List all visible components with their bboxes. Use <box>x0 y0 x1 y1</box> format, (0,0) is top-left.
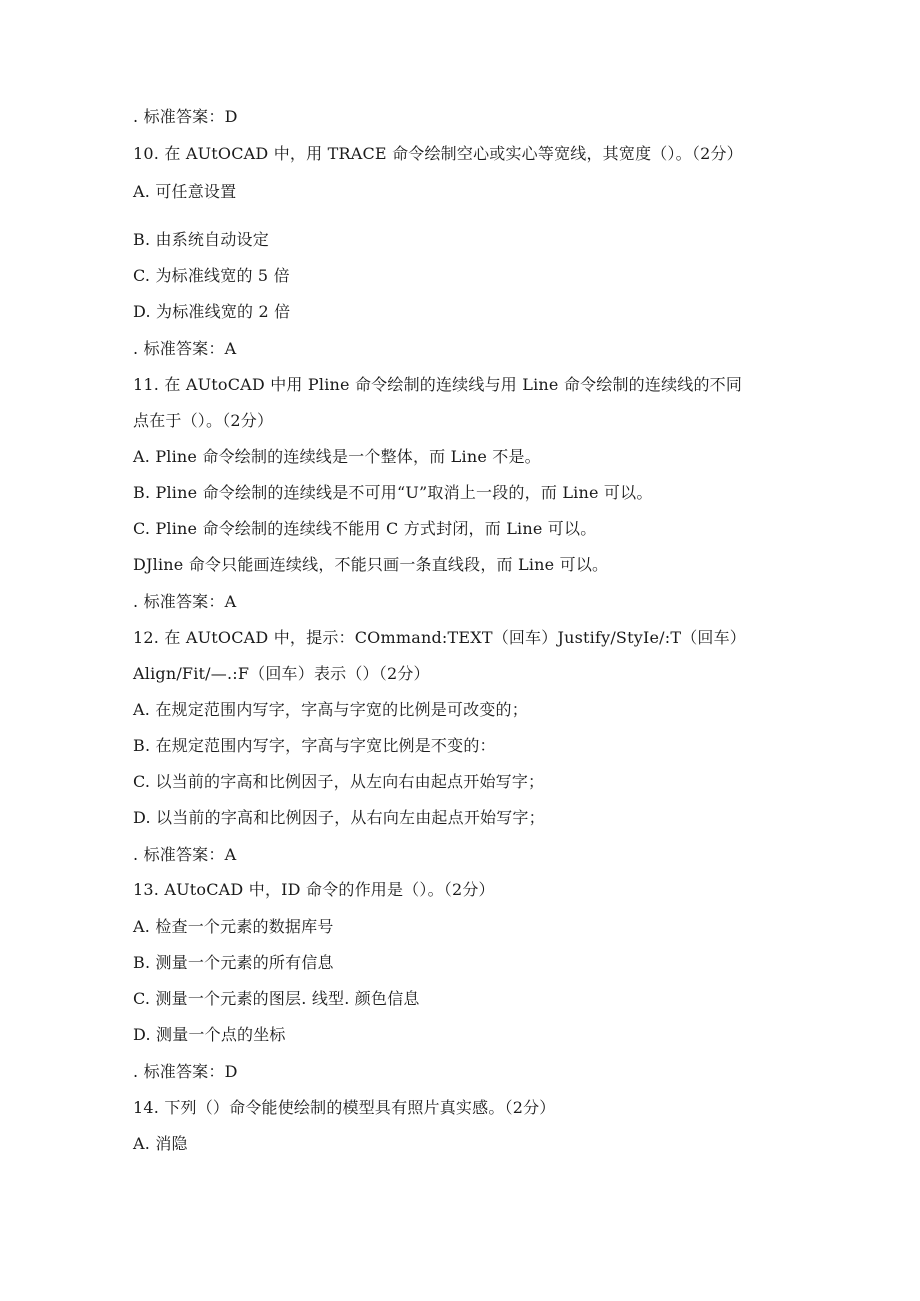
question-14-text: 14. 下列（）命令能使绘制的模型具有照片真实感。（2分） <box>133 1098 556 1117</box>
answer-line-10: . 标准答案：A <box>133 339 237 358</box>
answer-line-9: . 标准答案：D <box>133 107 238 126</box>
question-12-text-line-2: Align/Fit/—.:F（回车）表示（）（2分） <box>133 664 430 683</box>
question-11-option-a: A. Pline 命令绘制的连续线是一个整体，而 Line 不是。 <box>133 447 541 466</box>
question-12-option-a: A. 在规定范围内写字，字高与字宽的比例是可改变的； <box>133 700 528 719</box>
question-11-option-b: B. Pline 命令绘制的连续线是不可用“U”取消上一段的，而 Line 可以。 <box>133 483 653 502</box>
question-13-option-d: D. 测量一个点的坐标 <box>133 1025 286 1044</box>
question-13-option-a: A. 检查一个元素的数据库号 <box>133 917 334 936</box>
question-13-option-c: C. 测量一个元素的图层. 线型. 颜色信息 <box>133 989 420 1008</box>
question-10-option-d: D. 为标准线宽的 2 倍 <box>133 302 291 321</box>
question-11-text-line-1: 11. 在 AUtoCAD 中用 Pline 命令绘制的连续线与用 Line 命令绘制的连续线的不同 <box>133 375 743 394</box>
question-10-option-c: C. 为标准线宽的 5 倍 <box>133 266 290 285</box>
question-14-option-a: A. 消隐 <box>133 1134 188 1153</box>
question-12-option-b: B. 在规定范围内写字，字高与字宽比例是不变的： <box>133 736 496 755</box>
question-11-option-c: C. Pline 命令绘制的连续线不能用 C 方式封闭，而 Line 可以。 <box>133 519 597 538</box>
question-12-option-d: D. 以当前的字高和比例因子，从右向左由起点开始写字； <box>133 808 545 827</box>
question-12-text-line-1: 12. 在 AUtOCAD 中，提示：COmmand:TEXT（回车）Justify/StyIe/:T（回车） <box>133 628 747 647</box>
question-13-text: 13. AUtoCAD 中，ID 命令的作用是（）。（2分） <box>133 880 495 899</box>
question-10-text: 10. 在 AUtOCAD 中，用 TRACE 命令绘制空心或实心等宽线，其宽度（）。（2分） <box>133 144 743 163</box>
question-12-option-c: C. 以当前的字高和比例因子，从左向右由起点开始写字； <box>133 772 545 791</box>
question-13-option-b: B. 测量一个元素的所有信息 <box>133 953 334 972</box>
answer-line-12: . 标准答案：A <box>133 845 237 864</box>
question-11-option-d: DJline 命令只能画连续线，不能只画一条直线段，而 Line 可以。 <box>133 555 609 574</box>
question-11-text-line-2: 点在于（）。（2分） <box>133 411 274 430</box>
question-10-option-a: A. 可任意设置 <box>133 182 237 201</box>
question-10-option-b: B. 由系统自动设定 <box>133 230 269 249</box>
answer-line-13: . 标准答案：D <box>133 1062 238 1081</box>
answer-line-11: . 标准答案：A <box>133 592 237 611</box>
